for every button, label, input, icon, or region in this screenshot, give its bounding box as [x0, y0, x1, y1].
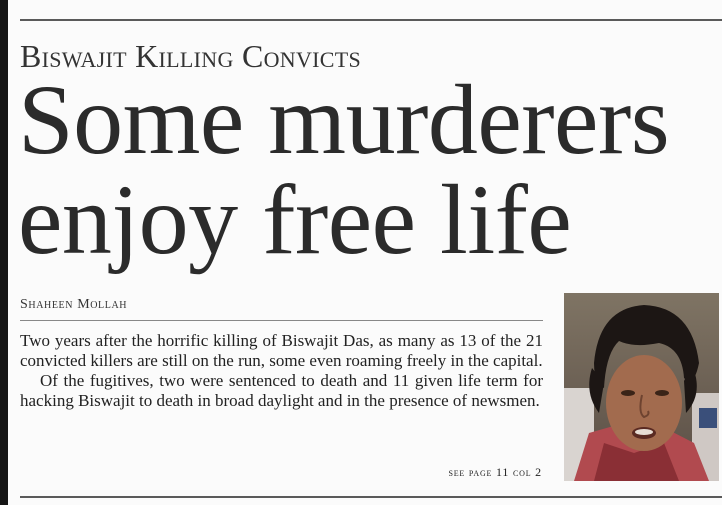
- byline-rule: [20, 320, 543, 321]
- portrait-illustration: [564, 293, 719, 481]
- headline-line-2: enjoy free life: [18, 164, 572, 275]
- paragraph-2: Of the fugitives, two were sentenced to death and 11 given life term for hacking Biswajit to death in broad daylight and in the presence of newsmen.: [20, 371, 543, 410]
- portrait-photo: [564, 293, 719, 481]
- article-body: [20, 331, 543, 411]
- headline-line-1: Some murderers: [18, 64, 670, 175]
- headline: [18, 64, 720, 275]
- continuation-link[interactable]: see page 11 col 2: [448, 465, 542, 479]
- page-edge-bar: [0, 0, 8, 505]
- byline: Shaheen Mollah: [20, 297, 128, 312]
- top-rule: [20, 19, 722, 21]
- bottom-rule: [20, 496, 722, 498]
- paragraph-1: Two years after the horrific killing of Biswajit Das, as many as 13 of the 21 convicted killers are still on the run, some even roaming freely in the capital.: [20, 331, 543, 370]
- kicker: Biswajit Killing Convicts: [20, 38, 362, 74]
- cropped-previous-line: [20, 0, 720, 5]
